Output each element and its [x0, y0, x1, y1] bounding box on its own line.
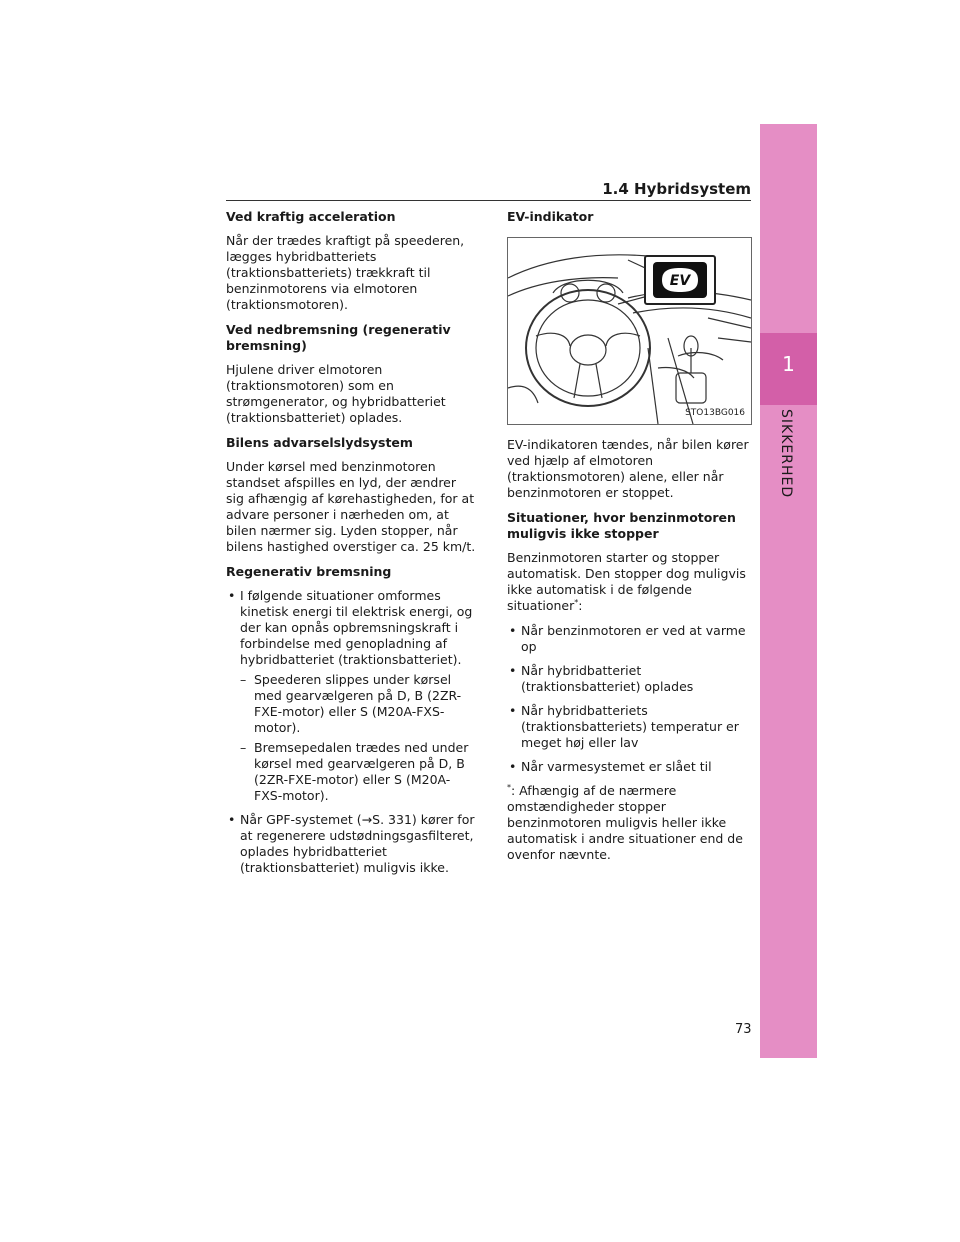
paragraph-text: Benzinmotoren starter og stopper automatisk. Den stopper dog muligvis ikke automatisk i de følgende situationer [507, 550, 746, 613]
sub-list-item: – Speederen slippes under kørsel med gearvælgeren på D, B (2ZR-FXE-motor) eller S (M20A-FXS-motor). [240, 672, 476, 736]
ev-indicator-icon: EV [669, 273, 691, 289]
heading-regenerative-braking: Regenerativ bremsning [226, 564, 392, 579]
heading-warning-sound-system: Bilens advarselslydsystem [226, 435, 413, 450]
paragraph-engine-may-not-stop [507, 550, 753, 614]
paragraph-regenerative-braking-deceleration: Hjulene driver elmotoren (traktionsmotoren) som en strømgenerator, og hybridbatteriet (traktionsbatteriet) oplades. [226, 362, 446, 425]
chapter-name: SIKKERHED [778, 409, 794, 499]
page-number: 73 [735, 1022, 752, 1037]
footnote-marker: * [574, 597, 579, 607]
paragraph-warning-sound-system: Under kørsel med benzinmotoren standset afspilles en lyd, der ændrer sig afhængig af kørehastigheden, for at advare personer i nærheden om, at bilen nærmer sig. Lyden stopper, når bilens hastighed overstiger ca. 25 km/t. [226, 459, 476, 554]
section-title: 1.4 Hybridsystem [602, 180, 751, 198]
heading-ev-indicator: EV-indikator [507, 209, 594, 224]
figure-code: STO13BG016 [685, 408, 745, 418]
footnote-marker: * [507, 782, 511, 792]
list-item: • Når GPF-systemet (→S. 331) kører for at regenerere udstødningsgasfilteret, oplades hybridbatteriet (traktionsbatteriet) muligvis ikke. [226, 812, 476, 876]
list-item: • Når varmesystemet er slået til [507, 759, 753, 775]
chapter-number: 1 [782, 352, 795, 376]
sub-list-item: – Bremsepedalen trædes ned under kørsel med gearvælgeren på D, B (2ZR-FXE-motor) eller S (M20A-FXS-motor). [240, 740, 476, 804]
list-item: • Når hybridbatteriets (traktionsbatteriets) temperatur er meget høj eller lav [507, 703, 753, 751]
dashboard-illustration [507, 237, 752, 425]
engine-not-stop-list [507, 623, 753, 775]
paragraph-colon: : [578, 598, 583, 613]
regenerative-braking-list [226, 588, 476, 876]
heading-strong-acceleration: Ved kraftig acceleration [226, 209, 396, 224]
footnote-text: : Afhængig af de nærmere omstændigheder stopper benzinmotoren muligvis heller ikke automatisk i andre situationer end de ovenfor nævnte. [507, 783, 743, 862]
list-item: • Når benzinmotoren er ved at varme op [507, 623, 753, 655]
left-column [226, 209, 476, 884]
right-column [507, 209, 753, 872]
list-item [226, 588, 476, 804]
header-divider [226, 200, 751, 201]
paragraph-ev-indicator: EV-indikatoren tændes, når bilen kører ved hjælp af elmotoren (traktionsmotoren) alene, eller når benzinmotoren er stoppet. [507, 437, 749, 500]
footnote [507, 783, 753, 863]
list-item: • Når hybridbatteriet (traktionsbatteriet) oplades [507, 663, 753, 695]
heading-regenerative-braking-deceleration: Ved nedbremsning (regenerativ bremsning) [226, 322, 451, 353]
heading-engine-may-not-stop: Situationer, hvor benzinmotoren muligvis ikke stopper [507, 510, 736, 541]
side-tab [760, 124, 817, 1058]
sub-list [240, 672, 476, 804]
list-item-text: I følgende situationer omformes kinetisk energi til elektrisk energi, og der kan opnås opbremsningskraft i forbindelse med genopladning af hybridbatteriet (traktionsbatteriet). [240, 588, 473, 667]
paragraph-strong-acceleration: Når der trædes kraftigt på speederen, lægges hybridbatteriets (traktionsbatteriets) trækkraft til benzinmotorens via elmotoren (traktionsmotoren). [226, 233, 465, 312]
steering-wheel-illustration [508, 238, 751, 424]
